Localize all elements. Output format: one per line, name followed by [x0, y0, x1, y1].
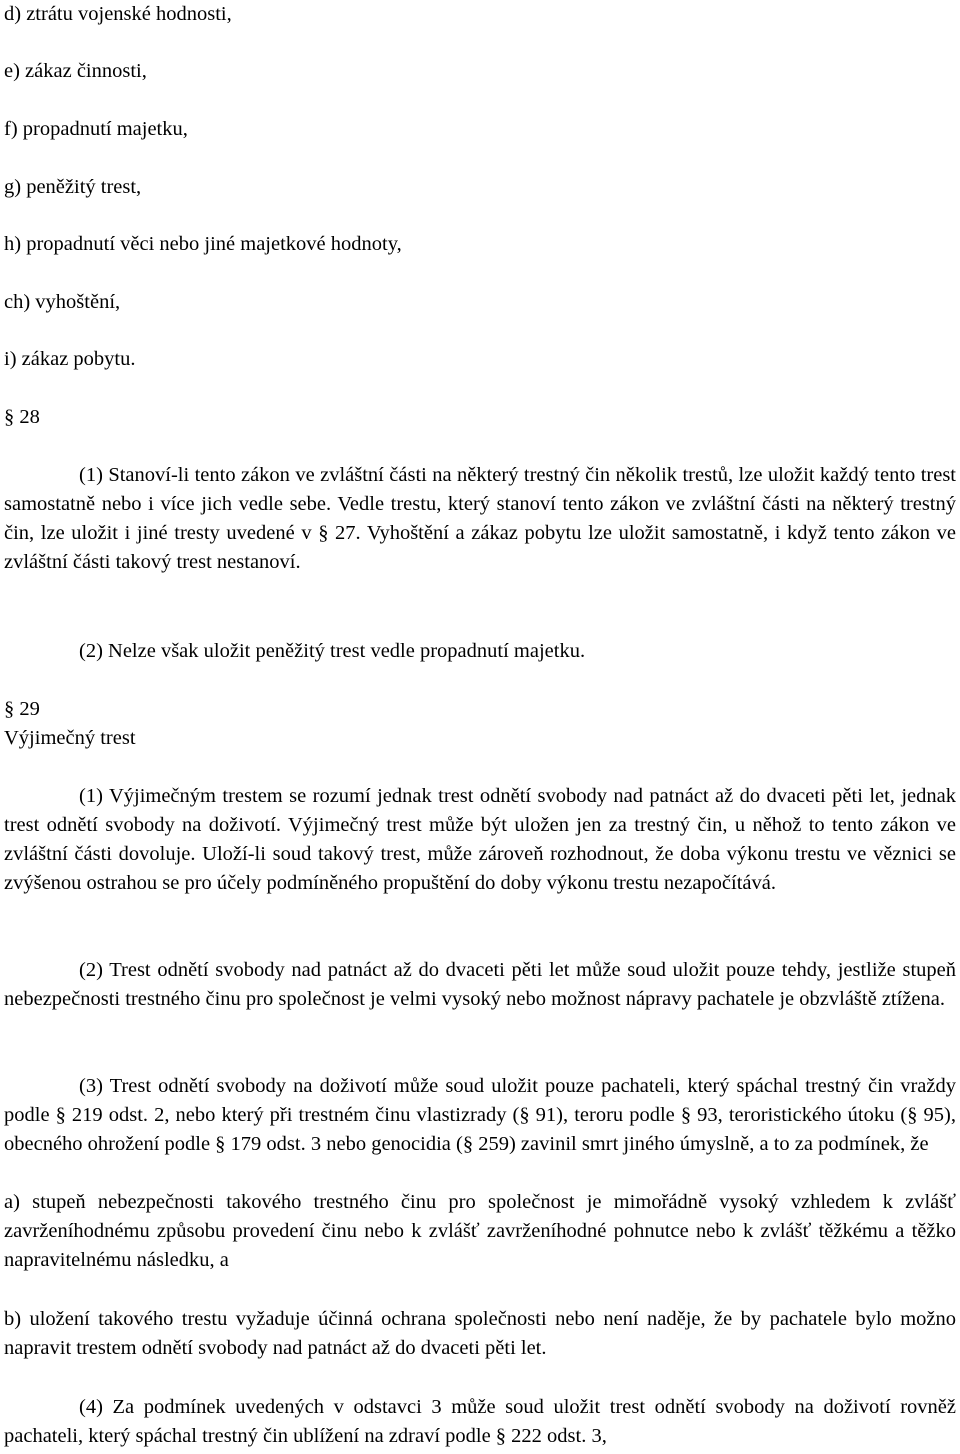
list-item: h) propadnutí věci nebo jiné majetkové hodnoty, [4, 233, 402, 255]
list-item: ch) vyhoštění, [4, 291, 121, 313]
section-heading-28: § 28 [4, 406, 40, 428]
list-item: f) propadnutí majetku, [4, 118, 188, 140]
section-heading-29: § 29 [4, 698, 40, 720]
section-28-paragraph-1: (1) Stanoví-li tento zákon ve zvláštní části na některý trestný čin několik trestů, lze uložit každý tento trest samostatně nebo i více jich vedle sebe. Vedle trestu, který stanoví tento zákon ve zvláštní části na některý trestný čin, lze uložit i jiné tresty uvedené v § 27. Vyhoštění a zákaz pobytu lze uložit samostatně, i když tento zákon ve zvláštní části takový trest nestanoví. [4, 464, 956, 573]
section-29-paragraph-4: (4) Za podmínek uvedených v odstavci 3 může soud uložit trest odnětí svobody na doživotí rovněž pachateli, který spáchal trestný čin ublížení na zdraví podle § 222 odst. 3, [4, 1396, 956, 1447]
section-28-paragraph-2: (2) Nelze však uložit peněžitý trest vedle propadnutí majetku. [79, 640, 586, 662]
section-subheading: Výjimečný trest [4, 727, 136, 749]
list-item: i) zákaz pobytu. [4, 348, 136, 370]
list-item: e) zákaz činnosti, [4, 60, 147, 82]
section-29-paragraph-2: (2) Trest odnětí svobody nad patnáct až do dvaceti pěti let může soud uložit pouze tehdy, jestliže stupeň nebezpečnosti trestného činu pro společnost je velmi vysoký nebo možnost nápravy pachatele je obzvláště ztížena. [4, 959, 956, 1010]
list-item: d) ztrátu vojenské hodnosti, [4, 3, 232, 25]
section-29-paragraph-3: (3) Trest odnětí svobody na doživotí může soud uložit pouze pachateli, který spáchal trestný čin vraždy podle § 219 odst. 2, nebo který při trestném činu vlastizrady (§ 91), teroru podle § 93, teroristického útoku (§ 95), obecného ohrožení podle § 179 odst. 3 nebo genocidia (§ 259) zavinil smrt jiného úmyslně, a to za podmínek, že [4, 1075, 956, 1155]
section-29-paragraph-3b: b) uložení takového trestu vyžaduje účinná ochrana společnosti nebo není naděje, že by pachatele bylo možno napravit trestem odnětí svobody nad patnáct až do dvaceti pěti let. [4, 1308, 956, 1359]
list-item: g) peněžitý trest, [4, 176, 142, 198]
section-29-paragraph-1: (1) Výjimečným trestem se rozumí jednak trest odnětí svobody nad patnáct až do dvaceti pěti let, jednak trest odnětí svobody na doživotí. Výjimečný trest může být uložen jen za trestný čin, u něhož to tento zákon ve zvláštní části dovoluje. Uloží-li soud takový trest, může zároveň rozhodnout, že doba výkonu trestu ve věznici se zvýšenou ostrahou se pro účely podmíněného propuštění do doby výkonu trestu nezapočítává. [4, 785, 956, 894]
section-29-paragraph-3a: a) stupeň nebezpečnosti takového trestného činu pro společnost je mimořádně vysoký vzhledem k zvlášť zavrženíhodnému způsobu provedení činu nebo k zvlášť zavrženíhodné pohnutce nebo k zvlášť těžkému a těžko napravitelnému následku, a [4, 1191, 956, 1271]
